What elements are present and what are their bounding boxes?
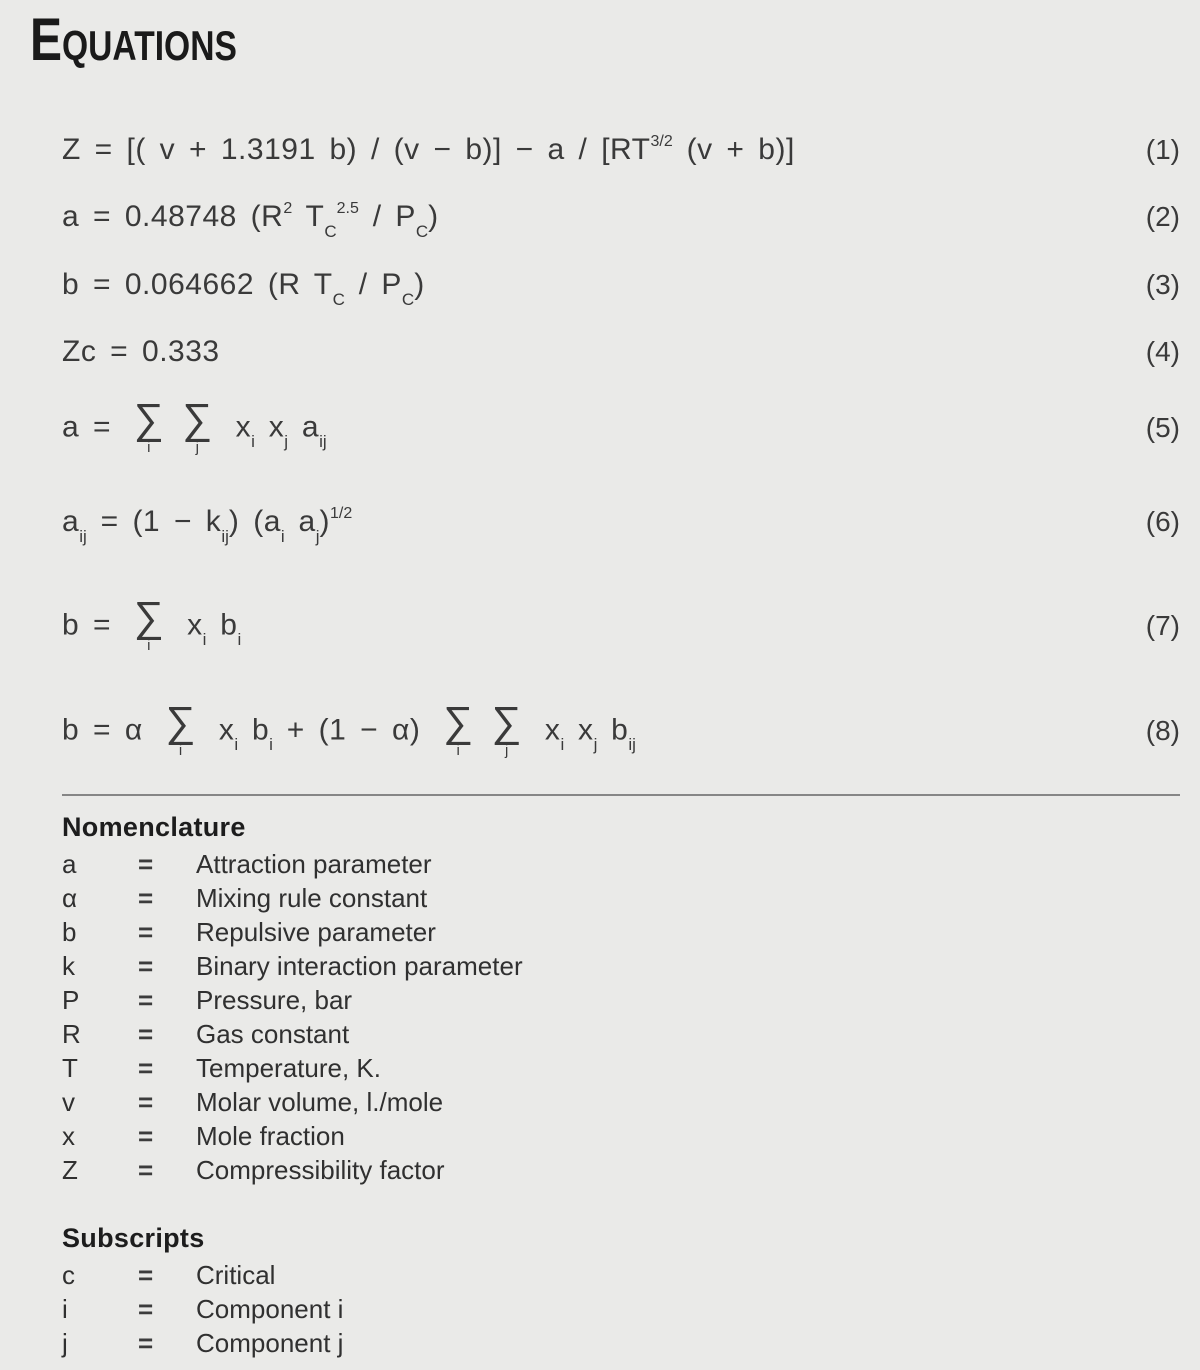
nomenclature-equals: =: [138, 849, 154, 879]
subscript: C: [324, 222, 337, 241]
superscript: 1/2: [329, 505, 353, 522]
equation-number: (5): [1145, 412, 1180, 443]
equation-row-6: [62, 500, 1180, 544]
nomenclature-equals: =: [138, 1121, 154, 1151]
nomenclature-symbol: b: [62, 917, 77, 947]
subscript: C: [401, 290, 415, 309]
subscripts-heading: Subscripts: [62, 1223, 205, 1253]
nomenclature-symbol: R: [62, 1019, 81, 1049]
equation-number: (1): [1145, 134, 1180, 165]
equation-content: b = 0.064662 (R $T_C / P_C$): [62, 268, 425, 309]
summation-icon: [133, 592, 165, 655]
sigma-glyph: ∑: [443, 697, 474, 745]
superscript: 2.5: [336, 200, 359, 217]
subscripts-section: [62, 1223, 1180, 1360]
nomenclature-description: Binary interaction parameter: [196, 951, 523, 981]
nomenclature-list: [62, 847, 1180, 1187]
sigma-glyph: ∑: [133, 394, 165, 442]
section-divider: [62, 794, 1180, 796]
nomenclature-equals: =: [138, 883, 154, 913]
equation-number: (7): [1145, 610, 1180, 641]
nomenclature-equals: =: [138, 951, 154, 981]
summation-icon: [443, 697, 474, 760]
sigma-glyph: ∑: [491, 697, 523, 745]
subscript: i: [280, 527, 285, 546]
subscript-equals: =: [138, 1260, 154, 1290]
sigma-glyph: ∑: [165, 697, 197, 745]
subscript: C: [415, 222, 429, 241]
nomenclature-description: Mixing rule constant: [196, 883, 428, 913]
nomenclature-description: Molar volume, l./mole: [196, 1087, 444, 1117]
nomenclature-symbol: P: [62, 985, 80, 1015]
summation-icon: [165, 697, 197, 760]
nomenclature-symbol: v: [62, 1087, 75, 1117]
nomenclature-description: Attraction parameter: [196, 849, 432, 879]
nomenclature-section: [62, 812, 1180, 1187]
nomenclature-symbol: T: [62, 1053, 78, 1083]
summation-index: i: [178, 742, 183, 760]
nomenclature-heading: Nomenclature: [62, 812, 246, 842]
nomenclature-equals: =: [138, 985, 154, 1015]
equation-content: Zc = 0.333: [62, 335, 220, 368]
subscript: i: [237, 629, 242, 649]
nomenclature-description: Repulsive parameter: [196, 917, 436, 947]
nomenclature-equals: =: [138, 1053, 154, 1083]
sigma-glyph: ∑: [133, 592, 165, 640]
subscript: ij: [79, 527, 87, 546]
subscript: ij: [319, 431, 327, 451]
superscript: 2: [283, 200, 293, 217]
summation-index: i: [147, 439, 152, 457]
subscript: ij: [628, 734, 636, 754]
nomenclature-symbol: α: [62, 883, 78, 913]
subscript-description: Critical: [196, 1260, 276, 1290]
equation-content: a = ∑ i ∑ j $x_i$ $x_j$ $a_{ij}$: [62, 394, 327, 457]
subscript: ij: [221, 527, 229, 546]
nomenclature-equals: =: [138, 1087, 154, 1117]
subscript-symbol: c: [62, 1260, 75, 1290]
subscript: j: [593, 734, 598, 754]
equation-row-4: [62, 330, 1180, 374]
subscript: C: [332, 290, 345, 309]
equation-row-2: [62, 195, 1180, 239]
equation-content: Z = [( v + 1.3191 $b) / (v - b)] - a / [RT^{3/2}$ (v + b)]: [62, 133, 795, 166]
subscript: i: [269, 734, 273, 754]
nomenclature-equals: =: [138, 917, 154, 947]
equation-content: b = ∑ i $x_i$ $b_i$: [62, 592, 242, 655]
subscript: j: [315, 527, 320, 546]
equation-number: (3): [1145, 269, 1180, 300]
nomenclature-description: Pressure, bar: [196, 985, 353, 1015]
summation-index: j: [195, 439, 200, 457]
summation-icon: [182, 394, 213, 457]
summation-index: i: [147, 637, 152, 655]
subscript-symbol: j: [62, 1328, 68, 1358]
subscript-description: Component i: [196, 1294, 344, 1324]
nomenclature-description: Mole fraction: [196, 1121, 345, 1151]
equation-content: $a_{ij} = (1 - k_{ij})$ ($a_i$ $a_j)^{1/2}$: [62, 505, 353, 546]
nomenclature-equals: =: [138, 1019, 154, 1049]
subscript: i: [234, 734, 239, 754]
subscript-equals: =: [138, 1328, 154, 1358]
subscript-description: Component j: [196, 1328, 344, 1358]
equation-row-8: [62, 689, 1180, 773]
superscript: 3/2: [650, 133, 673, 150]
subscript-symbol: i: [62, 1294, 68, 1324]
nomenclature-description: Gas constant: [196, 1019, 350, 1049]
equations-list: [62, 128, 1180, 773]
nomenclature-equals: =: [138, 1155, 154, 1185]
subscript-equals: =: [138, 1294, 154, 1324]
summation-index: i: [456, 742, 461, 760]
equation-content: a = 0.48748 ($R^2$ $T_C^{2.5} / P_C$): [62, 200, 439, 241]
equation-number: (4): [1145, 336, 1180, 367]
nomenclature-symbol: x: [62, 1121, 75, 1151]
nomenclature-description: Compressibility factor: [196, 1155, 445, 1185]
summation-icon: [133, 394, 165, 457]
subscripts-list: [62, 1258, 1180, 1360]
equation-row-3: [62, 263, 1180, 307]
sigma-glyph: ∑: [182, 394, 213, 442]
nomenclature-description: Temperature, K.: [196, 1053, 381, 1083]
summation-index: j: [504, 742, 509, 760]
equation-row-5: [62, 386, 1180, 470]
subscript: i: [251, 431, 255, 451]
equation-number: (8): [1145, 715, 1180, 746]
equation-number: (2): [1145, 201, 1180, 232]
page-title: EQUATIONS: [30, 6, 237, 73]
equation-number: (6): [1145, 506, 1180, 537]
summation-icon: [491, 697, 523, 760]
nomenclature-symbol: k: [62, 951, 75, 981]
nomenclature-symbol: a: [62, 849, 77, 879]
subscript: j: [284, 431, 289, 451]
equation-row-1: [62, 128, 1180, 172]
equation-content: b = α ∑ i $x_i$ $b_i + (1 - \alpha)$ ∑ i ∑ j $x_i$ $x_j$ $b_{ij}$: [62, 697, 636, 760]
equation-row-7: [62, 584, 1180, 668]
subscript: i: [560, 734, 565, 754]
nomenclature-symbol: Z: [62, 1155, 78, 1185]
subscript: i: [202, 629, 207, 649]
